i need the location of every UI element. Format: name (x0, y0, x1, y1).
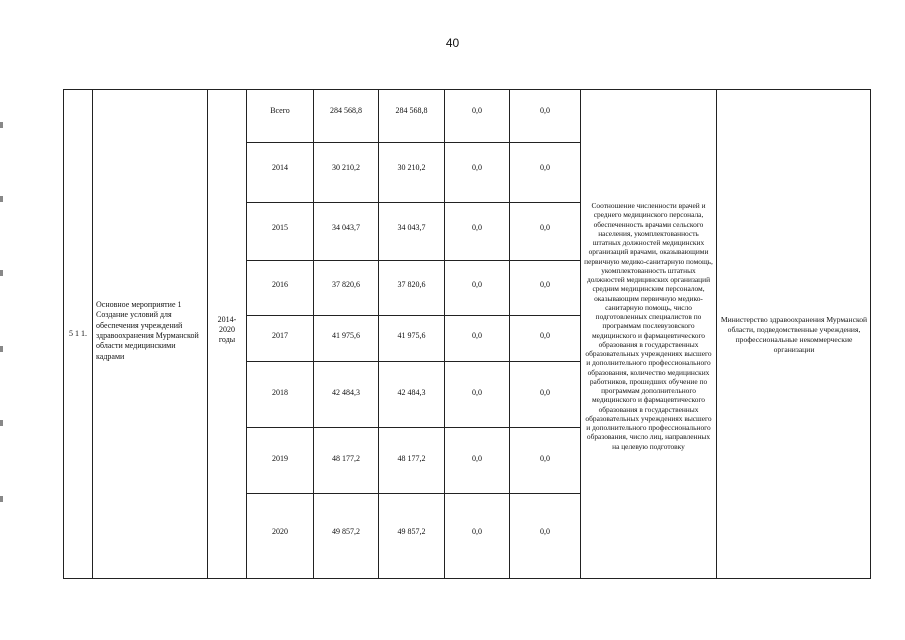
federal-cell: 0,0 (472, 527, 482, 536)
federal-cell: 0,0 (472, 331, 482, 340)
year-cell: 2015 (272, 223, 288, 232)
year-cell: 2017 (272, 331, 288, 340)
regional-cell: 41 975,6 (397, 331, 426, 340)
other-cell: 0,0 (540, 454, 550, 463)
measure-title: Основное мероприятие 1 Создание условий для обеспечения учреждений здравоохранения Мурманской области медицинскими кадрами (96, 299, 199, 361)
other-cell: 0,0 (540, 106, 550, 115)
total-cell: 30 210,2 (332, 163, 360, 172)
measure-number: 5 1 1. (69, 329, 87, 338)
year-cell: 2018 (272, 388, 288, 397)
regional-cell: 48 177,2 (397, 454, 426, 463)
year-cell: Всего (270, 106, 290, 115)
other-cell: 0,0 (540, 280, 550, 289)
page-number: 40 (445, 36, 460, 50)
total-cell: 48 177,2 (332, 454, 360, 463)
total-cell: 42 484,3 (332, 388, 360, 397)
regional-cell: 34 043,7 (397, 223, 426, 232)
other-cell: 0,0 (540, 163, 550, 172)
scan-mark (0, 346, 3, 352)
measure-period: 2014- 2020 годы (217, 315, 237, 344)
federal-cell: 0,0 (472, 223, 482, 232)
scan-mark (0, 122, 3, 128)
regional-cell: 49 857,2 (397, 527, 426, 536)
federal-cell: 0,0 (472, 454, 482, 463)
regional-cell: 37 820,6 (397, 280, 426, 289)
federal-cell: 0,0 (472, 106, 482, 115)
other-cell: 0,0 (540, 331, 550, 340)
scan-mark (0, 270, 3, 276)
table-right-border (870, 89, 871, 579)
total-cell: 41 975,6 (332, 331, 360, 340)
year-cell: 2016 (272, 280, 288, 289)
total-cell: 34 043,7 (332, 223, 360, 232)
federal-cell: 0,0 (472, 388, 482, 397)
other-cell: 0,0 (540, 223, 550, 232)
regional-cell: 42 484,3 (397, 388, 426, 397)
total-cell: 284 568,8 (330, 106, 362, 115)
scan-mark (0, 196, 3, 202)
indicators-cell: Соотношение численности врачей и среднего медицинского персонала, обеспеченность врачами сельского населения, укомплектованность штатных должностей медицинских организаций врачами, оказывающими первичную медико-санитарную помощь, укомплектованность штатных должностей медицинских организаций средним медицинским персоналом, оказывающим первичную медико-санитарную помощь, число подготовленных специалистов по программам послевузовского медицинского и фармацевтического образования в государственных образовательных учреждениях высшего и дополнительного профессионального образования, количество медицинских работников, прошедших обучение по программам дополнительного медицинского и фармацевтического образования в государственных образовательных учреждениях высшего и дополнительного профессионального образования, число лиц, направленных на целевую подготовку (584, 201, 713, 451)
scan-mark (0, 496, 3, 502)
scan-mark (0, 420, 3, 426)
col-divider (716, 89, 717, 579)
total-cell: 49 857,2 (332, 527, 360, 536)
year-cell: 2014 (272, 163, 288, 172)
year-cell: 2019 (272, 454, 288, 463)
regional-cell: 284 568,8 (395, 106, 428, 115)
executors-cell: Министерство здравоохранения Мурманской области, подведомственные учреждения, профессиональные некоммерческие организации (720, 315, 868, 354)
year-cell: 2020 (272, 527, 288, 536)
other-cell: 0,0 (540, 527, 550, 536)
total-cell: 37 820,6 (332, 280, 360, 289)
other-cell: 0,0 (540, 388, 550, 397)
federal-cell: 0,0 (472, 163, 482, 172)
col-divider (92, 89, 93, 579)
regional-cell: 30 210,2 (397, 163, 426, 172)
federal-cell: 0,0 (472, 280, 482, 289)
table-bottom-border (63, 578, 871, 579)
col-divider (580, 89, 581, 579)
